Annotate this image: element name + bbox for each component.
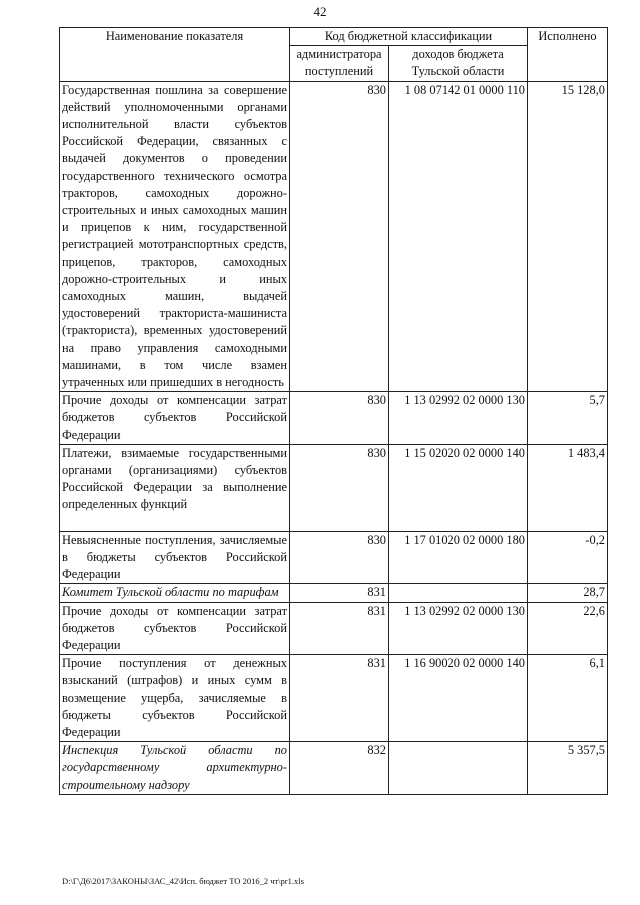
row-amount: 6,1 (528, 655, 608, 742)
row-amount: 1 483,4 (528, 444, 608, 531)
row-amount: -0,2 (528, 531, 608, 584)
table-row (60, 655, 608, 742)
row-name: Прочие доходы от компенсации затрат бюджетов субъектов Российской Федерации (60, 392, 290, 445)
row-admin-code: 832 (290, 742, 389, 795)
row-income-code: 1 17 01020 02 0000 180 (389, 531, 528, 584)
header-admin: администратора поступлений (290, 46, 389, 81)
row-name: Платежи, взимаемые государственными органами (организациями) субъектов Российской Федерации за выполнение определенных функций (60, 444, 290, 531)
header-name: Наименование показателя (60, 28, 290, 82)
row-income-code (389, 742, 528, 795)
row-name: Прочие доходы от компенсации затрат бюджетов субъектов Российской Федерации (60, 602, 290, 655)
row-name: Прочие поступления от денежных взысканий (штрафов) и иных сумм в возмещение ущерба, зачисляемые в бюджеты субъектов Российской Федерации (60, 655, 290, 742)
table-row (60, 602, 608, 655)
row-admin-code: 830 (290, 81, 389, 392)
row-amount: 5 357,5 (528, 742, 608, 795)
table-row (60, 531, 608, 584)
row-admin-code: 831 (290, 584, 389, 602)
row-income-code: 1 13 02992 02 0000 130 (389, 602, 528, 655)
table-row (60, 81, 608, 392)
table-row (60, 392, 608, 445)
table-row (60, 584, 608, 602)
header-executed: Исполнено (528, 28, 608, 82)
table-row (60, 742, 608, 795)
row-income-code (389, 584, 528, 602)
table-row (60, 444, 608, 531)
file-path-footer: D:\Г\Д6\2017\ЗАКОНЫ\ЗАС_42\Исп. бюджет ТО 2016_2 чт\pr1.xls (62, 876, 304, 886)
row-amount: 5,7 (528, 392, 608, 445)
header-row-1 (60, 28, 608, 46)
row-income-code: 1 13 02992 02 0000 130 (389, 392, 528, 445)
row-amount: 28,7 (528, 584, 608, 602)
row-name: Государственная пошлина за совершение действий уполномоченными органами исполнительной власти субъектов Российской Федерации, связанных с выдачей документов о проведении государственного технического осмотра тракторов, самоходных дорожно-строительных и иных самоходных машин и прицепов к ним, государственной регистрацией мототранспортных средств, прицепов, тракторов, самоходных дорожно-строительных и иных самоходных машин, выдачей удостоверений тракториста-машиниста (тракториста), временных удостоверений на право управления самоходными машинами, в том числе взамен утраченных или пришедших в негодность (60, 81, 290, 392)
row-name: Комитет Тульской области по тарифам (60, 584, 290, 602)
row-income-code: 1 08 07142 01 0000 110 (389, 81, 528, 392)
header-code-group: Код бюджетной классификации (290, 28, 528, 46)
row-name: Инспекция Тульской области по государственному архитектурно-строительному надзору (60, 742, 290, 795)
row-admin-code: 830 (290, 444, 389, 531)
row-income-code: 1 16 90020 02 0000 140 (389, 655, 528, 742)
row-amount: 22,6 (528, 602, 608, 655)
row-amount: 15 128,0 (528, 81, 608, 392)
row-admin-code: 830 (290, 531, 389, 584)
budget-table (59, 27, 608, 795)
row-admin-code: 831 (290, 602, 389, 655)
row-name: Невыясненные поступления, зачисляемые в бюджеты субъектов Российской Федерации (60, 531, 290, 584)
row-admin-code: 831 (290, 655, 389, 742)
header-income: доходов бюджета Тульской области (389, 46, 528, 81)
row-admin-code: 830 (290, 392, 389, 445)
row-income-code: 1 15 02020 02 0000 140 (389, 444, 528, 531)
page-number: 42 (313, 4, 327, 19)
